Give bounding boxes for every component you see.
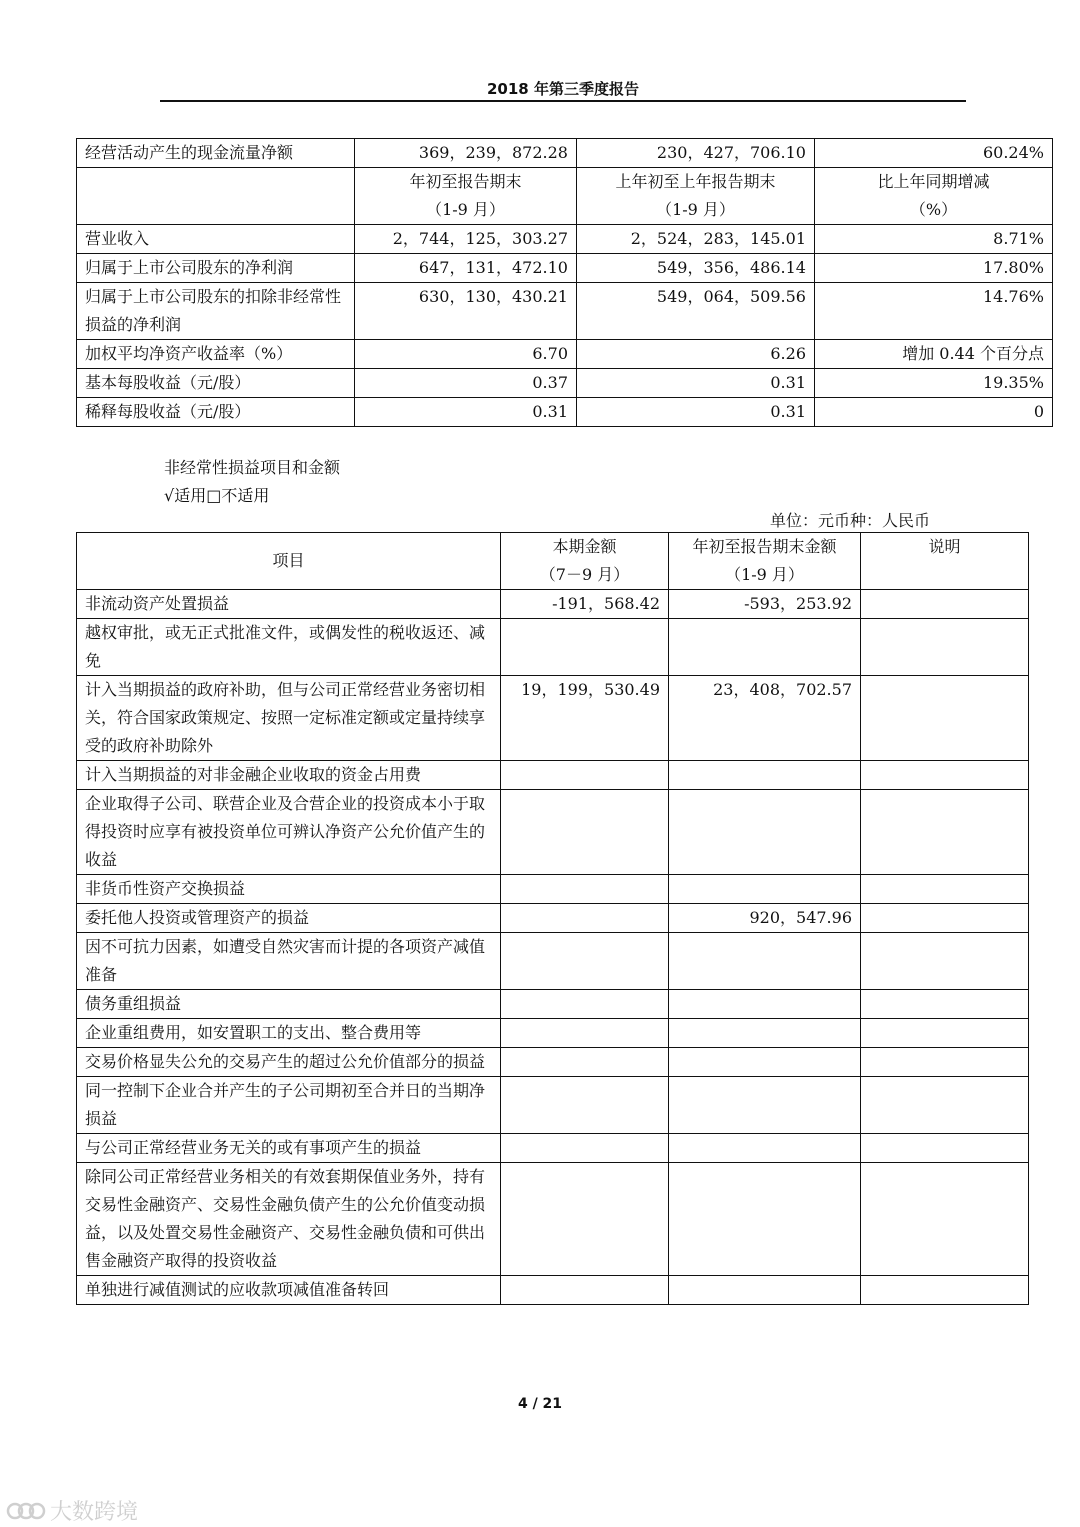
table-row	[77, 590, 1029, 619]
note-cell	[861, 1163, 1029, 1276]
column-header: 年初至报告期末金额 （1-9 月）	[669, 533, 861, 590]
table-row	[77, 904, 1029, 933]
item-label: 越权审批，或无正式批准文件，或偶发性的税收返还、减免	[77, 619, 501, 676]
amount-cell: -191，568.42	[501, 590, 669, 619]
table-row	[77, 1134, 1029, 1163]
amount-cell	[669, 1077, 861, 1134]
note-cell	[861, 875, 1029, 904]
amount-cell	[669, 1048, 861, 1077]
note-cell	[861, 676, 1029, 761]
table-row	[77, 1048, 1029, 1077]
amount-cell	[501, 875, 669, 904]
table-row	[77, 933, 1029, 990]
row-label: 归属于上市公司股东的净利润	[77, 254, 355, 283]
cell-value: 230，427，706.10	[577, 139, 815, 168]
item-label: 非流动资产处置损益	[77, 590, 501, 619]
note-cell	[861, 990, 1029, 1019]
watermark	[6, 1495, 138, 1526]
cell-value: 6.70	[355, 340, 577, 369]
table-row	[77, 875, 1029, 904]
amount-cell	[501, 933, 669, 990]
amount-cell	[501, 1134, 669, 1163]
cell-value: 369，239，872.28	[355, 139, 577, 168]
amount-cell: 23，408，702.57	[669, 676, 861, 761]
row-label: 经营活动产生的现金流量净额	[77, 139, 355, 168]
table-row	[77, 139, 1053, 168]
item-label: 非货币性资产交换损益	[77, 875, 501, 904]
watermark-text: 大数跨境	[50, 1500, 139, 1525]
item-label: 单独进行减值测试的应收款项减值准备转回	[77, 1276, 501, 1305]
cell-value: 549，356，486.14	[577, 254, 815, 283]
amount-cell	[669, 1134, 861, 1163]
unit-line: 单位：元币种：人民币	[770, 511, 931, 530]
column-header: 比上年同期增减 （%）	[815, 168, 1053, 225]
item-label: 企业取得子公司、联营企业及合营企业的投资成本小于取得投资时应享有被投资单位可辨认净资产公允价值产生的收益	[77, 790, 501, 875]
header-empty-cell	[77, 168, 355, 225]
amount-cell	[501, 990, 669, 1019]
cell-value: 0.31	[577, 398, 815, 427]
amount-cell: -593，253.92	[669, 590, 861, 619]
amount-cell	[669, 1276, 861, 1305]
row-label: 加权平均净资产收益率（%）	[77, 340, 355, 369]
note-cell	[861, 1077, 1029, 1134]
header-rule	[160, 100, 966, 102]
note-cell	[861, 590, 1029, 619]
cell-value: 2，744，125，303.27	[355, 225, 577, 254]
cell-value: 14.76%	[815, 283, 1053, 340]
cell-value: 17.80%	[815, 254, 1053, 283]
item-label: 除同公司正常经营业务相关的有效套期保值业务外，持有交易性金融资产、交易性金融负债产生的公允价值变动损益，以及处置交易性金融资产、交易性金融负债和可供出售金融资产取得的投资收益	[77, 1163, 501, 1276]
table-row	[77, 398, 1053, 427]
amount-cell	[669, 990, 861, 1019]
note-cell	[861, 904, 1029, 933]
table-row	[77, 225, 1053, 254]
amount-cell	[501, 1048, 669, 1077]
table-row	[77, 619, 1029, 676]
row-label: 稀释每股收益（元/股）	[77, 398, 355, 427]
amount-cell: 19，199，530.49	[501, 676, 669, 761]
column-header: 年初至报告期末 （1-9 月）	[355, 168, 577, 225]
amount-cell	[669, 761, 861, 790]
item-label: 委托他人投资或管理资产的损益	[77, 904, 501, 933]
table-row	[77, 1077, 1029, 1134]
table-row	[77, 254, 1053, 283]
amount-cell: 920，547.96	[669, 904, 861, 933]
section-title: 非经常性损益项目和金额	[164, 458, 341, 477]
cell-value: 647，131，472.10	[355, 254, 577, 283]
page-number: 4 / 21	[517, 1396, 563, 1412]
amount-cell	[669, 790, 861, 875]
table-row	[77, 283, 1053, 340]
item-label: 计入当期损益的对非金融企业收取的资金占用费	[77, 761, 501, 790]
column-header: 说明	[861, 533, 1029, 590]
item-label: 与公司正常经营业务无关的或有事项产生的损益	[77, 1134, 501, 1163]
item-label: 债务重组损益	[77, 990, 501, 1019]
table-row	[77, 990, 1029, 1019]
note-cell	[861, 1276, 1029, 1305]
watermark-logo-icon	[6, 1500, 46, 1522]
table-row	[77, 676, 1029, 761]
note-cell	[861, 1134, 1029, 1163]
column-header: 本期金额 （7－9 月）	[501, 533, 669, 590]
table-row	[77, 1276, 1029, 1305]
cell-value: 0.31	[355, 398, 577, 427]
amount-cell	[669, 933, 861, 990]
amount-cell	[669, 875, 861, 904]
amount-cell	[501, 1019, 669, 1048]
note-cell	[861, 619, 1029, 676]
table-row	[77, 1163, 1029, 1276]
cell-value: 0	[815, 398, 1053, 427]
table-row	[77, 369, 1053, 398]
cell-value: 2，524，283，145.01	[577, 225, 815, 254]
cell-value: 6.26	[577, 340, 815, 369]
non-recurring-items-table	[76, 532, 1029, 1305]
item-label: 计入当期损益的政府补助，但与公司正常经营业务密切相关，符合国家政策规定、按照一定标准定额或定量持续享受的政府补助除外	[77, 676, 501, 761]
note-cell	[861, 1048, 1029, 1077]
column-header: 上年初至上年报告期末 （1-9 月）	[577, 168, 815, 225]
cell-value: 60.24%	[815, 139, 1053, 168]
item-label: 企业重组费用，如安置职工的支出、整合费用等	[77, 1019, 501, 1048]
amount-cell	[501, 619, 669, 676]
cell-value: 549，064，509.56	[577, 283, 815, 340]
cell-value: 增加 0.44 个百分点	[815, 340, 1053, 369]
note-cell	[861, 933, 1029, 990]
table-header-row	[77, 533, 1029, 590]
table-header-row	[77, 168, 1053, 225]
note-cell	[861, 790, 1029, 875]
table-row	[77, 1019, 1029, 1048]
amount-cell	[501, 1163, 669, 1276]
amount-cell	[501, 1077, 669, 1134]
table-row	[77, 790, 1029, 875]
amount-cell	[501, 1276, 669, 1305]
item-label: 同一控制下企业合并产生的子公司期初至合并日的当期净损益	[77, 1077, 501, 1134]
amount-cell	[501, 904, 669, 933]
amount-cell	[501, 761, 669, 790]
amount-cell	[501, 790, 669, 875]
cell-value: 0.37	[355, 369, 577, 398]
table-row	[77, 340, 1053, 369]
note-cell	[861, 761, 1029, 790]
item-label: 因不可抗力因素，如遭受自然灾害而计提的各项资产减值准备	[77, 933, 501, 990]
table-row	[77, 761, 1029, 790]
page-header-title: 2018 年第三季度报告	[487, 80, 639, 98]
applicability-line: √适用□不适用	[164, 486, 270, 505]
cell-value: 630，130，430.21	[355, 283, 577, 340]
cell-value: 19.35%	[815, 369, 1053, 398]
column-header: 项目	[77, 533, 501, 590]
row-label: 基本每股收益（元/股）	[77, 369, 355, 398]
amount-cell	[669, 1019, 861, 1048]
key-financial-table	[76, 138, 1053, 427]
amount-cell	[669, 619, 861, 676]
cell-value: 0.31	[577, 369, 815, 398]
item-label: 交易价格显失公允的交易产生的超过公允价值部分的损益	[77, 1048, 501, 1077]
amount-cell	[669, 1163, 861, 1276]
note-cell	[861, 1019, 1029, 1048]
row-label: 营业收入	[77, 225, 355, 254]
cell-value: 8.71%	[815, 225, 1053, 254]
row-label: 归属于上市公司股东的扣除非经常性损益的净利润	[77, 283, 355, 340]
